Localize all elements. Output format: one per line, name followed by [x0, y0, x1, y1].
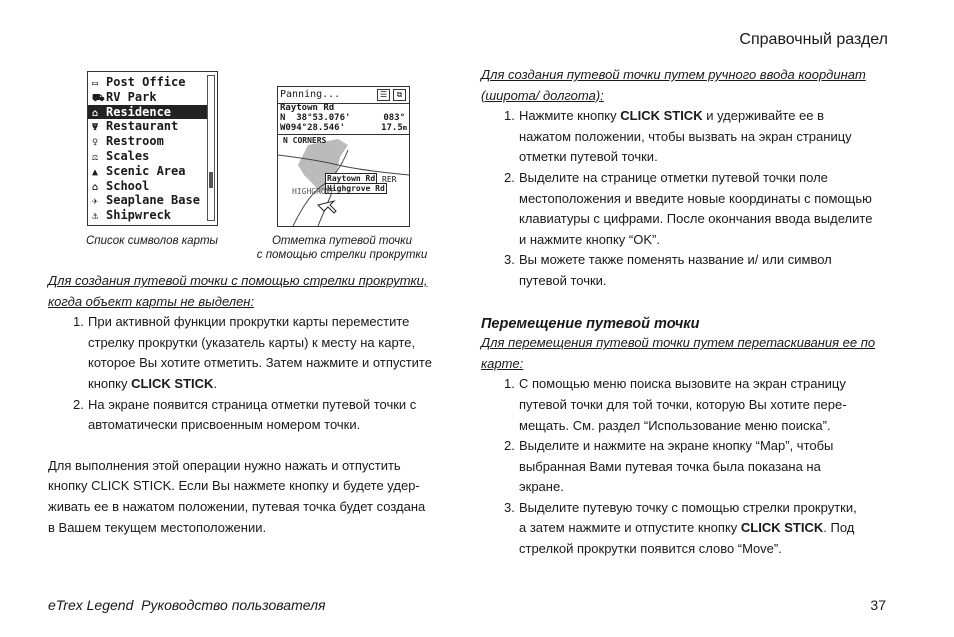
- step-item: [73, 395, 448, 436]
- step-number: 3.: [504, 252, 515, 268]
- step-line: стрелкой прокрутки появится слово “Move”.: [519, 541, 782, 557]
- symbol-list-screen: [87, 71, 218, 226]
- scenic-area-icon: ▲: [92, 166, 99, 178]
- restaurant-icon: Ψ: [92, 122, 99, 134]
- intro-line: когда объект карты не выделен:: [48, 293, 255, 309]
- step-item: [504, 374, 891, 436]
- place-label: HIGHGROVE: [292, 187, 336, 196]
- step-text: . Под: [823, 520, 855, 536]
- intro-line: (широта/ долгота):: [481, 87, 604, 103]
- symbol-list-item[interactable]: [88, 193, 207, 208]
- figure2-caption: [252, 234, 432, 262]
- distance-value: 17.5: [381, 123, 403, 133]
- symbol-list-item[interactable]: [88, 119, 207, 134]
- step-line: стрелку прокрутки (указатель карты) к месту на карте,: [88, 334, 416, 350]
- step-line: и нажмите кнопку “OK”.: [519, 231, 660, 247]
- paragraph-line: кнопку CLICK STICK. Если Вы нажмете кнопку и будете удер-: [48, 478, 420, 494]
- symbol-label: Scales: [106, 148, 150, 163]
- seaplane-base-icon: ✈: [92, 196, 99, 208]
- footer-title: eTrex Legend Руководство пользователя: [48, 597, 326, 613]
- latitude: N 38°53.076': [280, 113, 351, 123]
- step-line: путевой точки.: [519, 272, 607, 288]
- step-line: выбранная Вами путевая точка была показана на: [519, 458, 821, 474]
- keyword: CLICK STICK: [131, 375, 214, 391]
- symbol-label: Shipwreck: [106, 208, 172, 223]
- step-text: .: [213, 375, 218, 391]
- symbol-list: [88, 72, 217, 223]
- step-line: автоматически присвоенным номером точки.: [88, 417, 361, 433]
- intro-line: Для перемещения путевой точки путем перетаскивания ее по: [481, 335, 876, 351]
- step-item: [504, 498, 891, 560]
- symbol-label: Residence: [106, 104, 172, 119]
- step-line: С помощью меню поиска вызовите на экран страницу: [519, 376, 846, 392]
- symbol-label: Restroom: [106, 134, 164, 149]
- figure1-caption: Список символов карты: [85, 235, 219, 247]
- symbol-list-item[interactable]: [88, 105, 207, 120]
- step-number: 2.: [504, 438, 515, 454]
- step-line: [519, 518, 891, 539]
- restroom-icon: ♀: [92, 137, 99, 149]
- step-number: 2.: [504, 169, 515, 185]
- paragraph-line: в Вашем текущем местоположении.: [48, 519, 267, 535]
- step-line: При активной функции прокрутки карты переместите: [88, 314, 410, 330]
- panning-title: Panning...: [280, 89, 341, 100]
- pages-icon[interactable]: ⧉: [393, 89, 406, 101]
- section-title: Справочный раздел: [739, 31, 888, 48]
- symbol-list-item[interactable]: [88, 134, 207, 149]
- symbol-label: Seaplane Base: [106, 193, 200, 208]
- symbol-list-item[interactable]: [88, 75, 207, 90]
- step-line: Выделите путевую точку с помощью стрелки прокрутки,: [519, 499, 857, 515]
- step-item: [504, 168, 891, 250]
- section-heading: Перемещение путевой точки: [481, 315, 700, 332]
- move-steps: [504, 374, 891, 559]
- keyword: CLICK STICK: [620, 108, 703, 124]
- keyword: CLICK STICK: [740, 520, 824, 536]
- paragraph-line: Для выполнения этой операции нужно нажать и отпустить: [48, 457, 401, 473]
- rv-park-icon: ⛟: [92, 92, 105, 104]
- road-name: Raytown Rd: [280, 103, 335, 113]
- step-item: [73, 312, 448, 394]
- left-steps: [73, 312, 448, 436]
- longitude: W094°28.546': [280, 123, 346, 133]
- shipwreck-icon: ⚓: [92, 211, 99, 223]
- step-text: кнопку: [88, 375, 132, 391]
- step-item: [504, 250, 891, 291]
- map-panning-screen: [277, 86, 410, 227]
- intro-line: карте:: [481, 355, 524, 371]
- right-steps: [504, 106, 891, 291]
- step-number: 1.: [504, 108, 515, 124]
- step-line: Выделите и нажмите на экране кнопку “Map”, чтобы: [519, 438, 834, 454]
- paragraph-line: живать ее в нажатом положении, путевая точка будет создана: [48, 498, 426, 514]
- symbol-list-item[interactable]: [88, 164, 207, 179]
- post-office-icon: ▭: [92, 78, 99, 89]
- step-number: 1.: [73, 314, 84, 330]
- symbol-label: School: [106, 178, 150, 193]
- step-line: экране.: [519, 479, 564, 495]
- school-icon: ⌂: [92, 181, 99, 193]
- step-line: местоположения и введите новые координаты с помощью: [519, 190, 872, 206]
- step-item: [504, 106, 891, 168]
- step-line: [88, 374, 448, 395]
- step-item: [504, 436, 891, 498]
- move-intro: [481, 333, 891, 374]
- step-text: и удерживайте ее в: [702, 108, 825, 124]
- symbol-label: Scenic Area: [106, 163, 186, 178]
- left-paragraph: [48, 456, 448, 538]
- step-line: мещать. См. раздел “Использование меню поиска”.: [519, 417, 831, 433]
- symbol-label: Restaurant: [106, 119, 179, 134]
- right-column: [481, 65, 891, 560]
- right-intro: [481, 65, 891, 106]
- step-line: На экране появится страница отметки путевой точки с: [88, 396, 417, 412]
- bearing: 083°: [383, 113, 405, 123]
- panning-title-bar: [278, 87, 409, 104]
- step-line: Выделите на странице отметки путевой точки поле: [519, 169, 828, 185]
- scrollbar[interactable]: [207, 75, 215, 221]
- left-intro: [48, 271, 448, 312]
- step-number: 3.: [504, 499, 515, 515]
- step-number: 1.: [504, 376, 515, 392]
- step-text: Нажмите кнопку: [519, 108, 621, 124]
- symbol-label: RV Park: [106, 89, 157, 104]
- distance: [381, 123, 407, 133]
- distance-unit-icon: m: [402, 124, 407, 132]
- step-line: путевой точки для той точки, которую Вы хотите пере-: [519, 396, 847, 412]
- intro-line: Для создания путевой точки путем ручного ввода координат: [481, 67, 866, 82]
- symbol-label: Post Office: [106, 75, 186, 89]
- step-line: клавиатуры с цифрами. После окончания ввода выделите: [519, 211, 873, 227]
- scales-icon: ⚖: [92, 151, 99, 163]
- step-text: а затем нажмите и отпустите кнопку: [519, 520, 741, 536]
- symbol-list-item[interactable]: [88, 90, 207, 105]
- step-line: [519, 106, 891, 127]
- left-column: [48, 271, 448, 538]
- step-line: которое Вы хотите отметить. Затем нажмите и отпустите: [88, 355, 432, 371]
- road-line: [278, 155, 409, 175]
- intro-line: Для создания путевой точки с помощью стрелки прокрутки,: [48, 273, 428, 288]
- figure2-caption-line: Отметка путевой точки: [271, 235, 413, 247]
- scroll-arrow-icon: [318, 201, 336, 213]
- step-line: Вы можете также поменять название и/ или символ: [519, 252, 832, 268]
- figure2-caption-line: с помощью стрелки прокрутки: [256, 249, 428, 261]
- menu-icon[interactable]: ☰: [377, 89, 390, 101]
- map-label-highgrove: Highgrove Rd: [327, 184, 385, 193]
- symbol-list-item[interactable]: [88, 149, 207, 164]
- residence-icon: ⌂: [92, 107, 99, 119]
- place-label: N CORNERS: [283, 136, 327, 145]
- map-label-raytown: Raytown Rd: [327, 174, 376, 183]
- place-label: RER: [382, 175, 397, 184]
- step-number: 2.: [73, 396, 84, 412]
- symbol-list-item[interactable]: [88, 208, 207, 223]
- page-number: 37: [870, 597, 886, 613]
- scrollbar-thumb[interactable]: [209, 172, 213, 188]
- step-line: отметки путевой точки.: [519, 149, 658, 165]
- step-line: нажатом положении, чтобы вызвать на экран страницу: [519, 128, 852, 144]
- symbol-list-item[interactable]: [88, 179, 207, 194]
